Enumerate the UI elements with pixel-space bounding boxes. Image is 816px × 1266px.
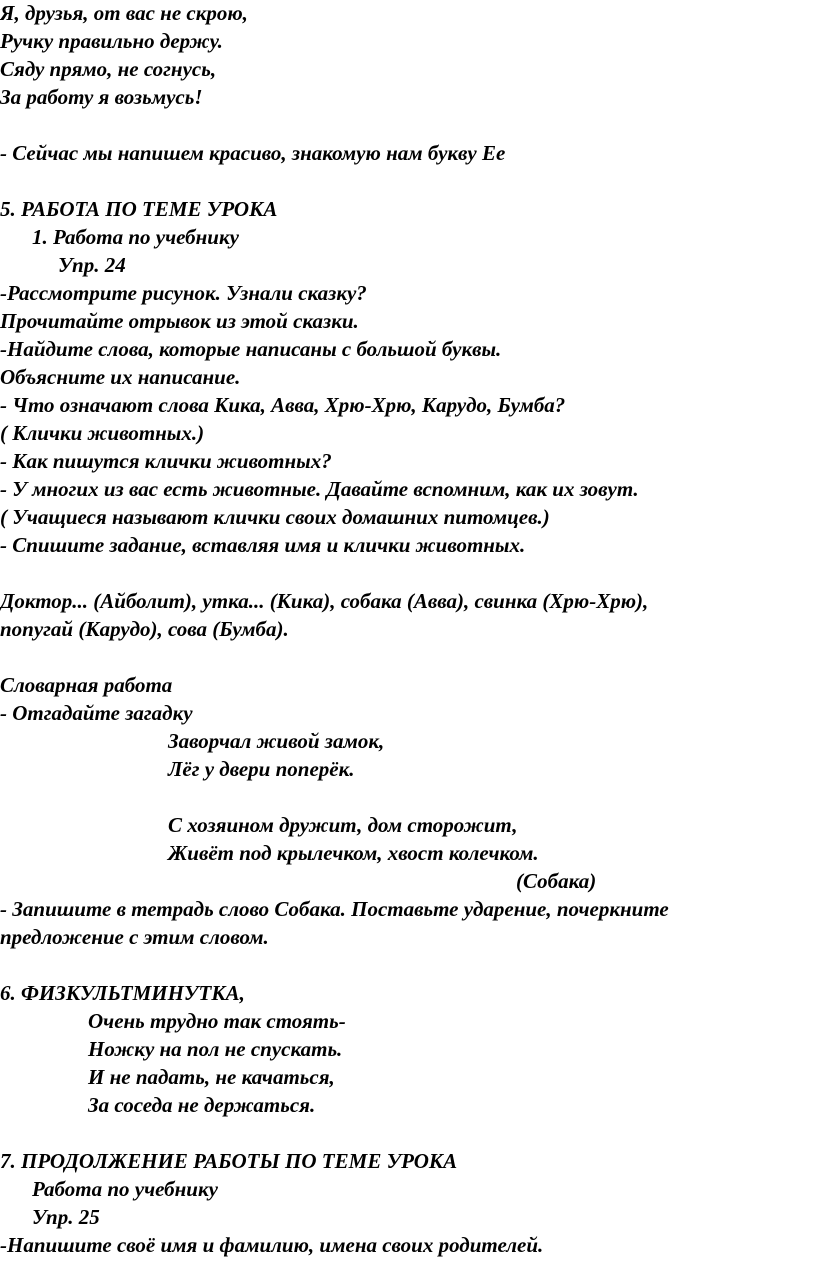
poem-line-4: За работу я возьмусь! — [0, 85, 203, 109]
exercise-text-line-2: попугай (Карудо), сова (Бумба). — [0, 617, 289, 641]
exercise-poem-line-2: Ножку на пол не спускать. — [88, 1037, 343, 1061]
exercise-poem-line-4: За соседа не держаться. — [88, 1093, 316, 1117]
section-7-task: -Напишите своё имя и фамилию, имена своих родителей. — [0, 1233, 544, 1257]
answer-line: ( Клички животных.) — [0, 421, 205, 445]
exercise-25-label: Упр. 25 — [32, 1205, 100, 1229]
question-line: - У многих из вас есть животные. Давайте вспомним, как их зовут. — [0, 477, 639, 501]
question-line: -Найдите слова, которые написаны с большой буквы. — [0, 337, 502, 361]
vocab-write-line-2: предложение с этим словом. — [0, 925, 269, 949]
write-letter-instruction: - Сейчас мы напишем красиво, знакомую нам букву Ее — [0, 141, 506, 165]
exercise-poem-line-3: И не падать, не качаться, — [88, 1065, 335, 1089]
section-6-heading: 6. ФИЗКУЛЬТМИНУТКА, — [0, 981, 245, 1005]
poem-line-1: Я, друзья, от вас не скрою, — [0, 1, 248, 25]
section-7-heading: 7. ПРОДОЛЖЕНИЕ РАБОТЫ ПО ТЕМЕ УРОКА — [0, 1149, 458, 1173]
section-7-subheading: Работа по учебнику — [32, 1177, 218, 1201]
question-line: -Рассмотрите рисунок. Узнали сказку? — [0, 281, 367, 305]
riddle-line-1: Заворчал живой замок, — [168, 729, 385, 753]
question-line: - Что означают слова Кика, Авва, Хрю-Хрю, Карудо, Бумба? — [0, 393, 566, 417]
question-line: Прочитайте отрывок из этой сказки. — [0, 309, 359, 333]
riddle-answer: (Собака) — [516, 869, 597, 893]
vocab-write-line-1: - Запишите в тетрадь слово Собака. Поставьте ударение, почеркните — [0, 897, 669, 921]
vocab-heading: Словарная работа — [0, 673, 173, 697]
riddle-line-2: Лёг у двери поперёк. — [168, 757, 355, 781]
answer-line: ( Учащиеся называют клички своих домашних питомцев.) — [0, 505, 550, 529]
poem-line-2: Ручку правильно держу. — [0, 29, 223, 53]
section-5-subheading: 1. Работа по учебнику — [32, 225, 239, 249]
exercise-text-line-1: Доктор... (Айболит), утка... (Кика), собака (Авва), свинка (Хрю-Хрю), — [0, 589, 649, 613]
riddle-task: - Отгадайте загадку — [0, 701, 193, 725]
question-line: Объясните их написание. — [0, 365, 241, 389]
exercise-24-label: Упр. 24 — [58, 253, 126, 277]
poem-line-3: Сяду прямо, не согнусь, — [0, 57, 217, 81]
question-line: - Спишите задание, вставляя имя и клички животных. — [0, 533, 526, 557]
exercise-poem-line-1: Очень трудно так стоять- — [88, 1009, 346, 1033]
riddle-line-3: С хозяином дружит, дом сторожит, — [168, 813, 518, 837]
riddle-line-4: Живёт под крылечком, хвост колечком. — [168, 841, 539, 865]
section-5-heading: 5. РАБОТА ПО ТЕМЕ УРОКА — [0, 197, 278, 221]
question-line: - Как пишутся клички животных? — [0, 449, 332, 473]
